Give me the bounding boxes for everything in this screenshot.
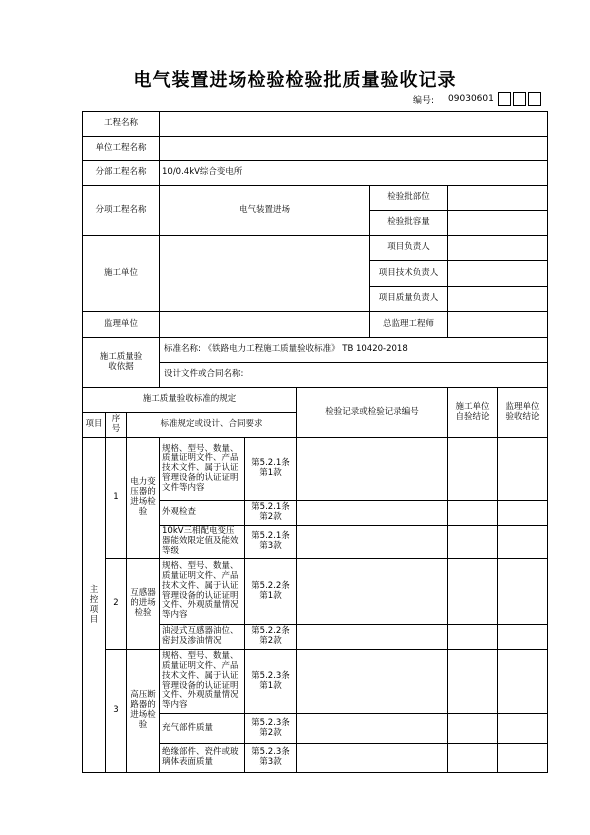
item-clause: 第5.2.1条第3款 — [244, 525, 297, 559]
page-title: 电气装置进场检验检验批质量验收记录 — [133, 70, 457, 91]
quality-manager-label: 项目质量负责人 — [369, 286, 448, 312]
item-desc: 油浸式互感器油位、密封及渗油情况 — [159, 624, 245, 650]
item-desc: 绝缘部件、瓷件或玻璃体表面质量 — [159, 743, 245, 773]
item-clause: 第5.2.3条第3款 — [244, 743, 297, 773]
record-cell[interactable] — [296, 649, 448, 714]
item-clause: 第5.2.3条第1款 — [244, 649, 297, 714]
supervision-unit-field[interactable] — [159, 311, 370, 338]
supervision-unit-label: 监理单位 — [82, 311, 160, 338]
item-clause: 第5.2.2条第2款 — [244, 624, 297, 650]
record-cell[interactable] — [296, 500, 448, 526]
chief-supervisor-label: 总监理工程师 — [369, 311, 448, 338]
project-manager-field[interactable] — [447, 235, 548, 261]
acceptance-cell[interactable] — [497, 437, 548, 501]
acceptance-cell[interactable] — [497, 500, 548, 526]
project-name-field[interactable] — [159, 111, 548, 137]
item-desc: 充气部件质量 — [159, 713, 245, 744]
item-desc: 10kV三相配电变压器能效限定值及能效等级 — [159, 525, 245, 559]
self-check-cell[interactable] — [447, 713, 498, 744]
acceptance-cell[interactable] — [497, 525, 548, 559]
record-cell[interactable] — [296, 713, 448, 744]
code-number: 09030601 — [448, 94, 494, 104]
form-code — [413, 92, 541, 106]
std-group-header: 施工质量验收标准的规定 — [82, 387, 297, 413]
group-name: 互感器的进场检验 — [126, 558, 160, 650]
acceptance-header: 监理单位验收结论 — [497, 387, 548, 438]
item-clause: 第5.2.2条第1款 — [244, 558, 297, 625]
construction-unit-field[interactable] — [159, 235, 370, 312]
sub-item-label: 分项工程名称 — [82, 185, 160, 236]
basis-doc[interactable]: 设计文件或合同名称: — [159, 362, 548, 388]
item-clause: 第5.2.1条第2款 — [244, 500, 297, 526]
inspect-part-label: 检验批部位 — [369, 185, 448, 211]
group-seq: 3 — [105, 649, 127, 773]
basis-standard: 标准名称: 《铁路电力工程施工质量验收标准》 TB 10420-2018 — [159, 337, 548, 363]
req-header: 标准规定或设计、合同要求 — [126, 412, 297, 438]
inspect-part-field[interactable] — [447, 185, 548, 211]
self-check-cell[interactable] — [447, 525, 498, 559]
group-seq: 2 — [105, 558, 127, 650]
acceptance-cell[interactable] — [497, 624, 548, 650]
self-check-cell[interactable] — [447, 500, 498, 526]
main-control-label: 主控项目 — [82, 437, 106, 773]
self-check-cell[interactable] — [447, 649, 498, 714]
division-field[interactable]: 10/0.4kV综合变电所 — [159, 160, 548, 186]
self-check-cell[interactable] — [447, 437, 498, 501]
division-label: 分部工程名称 — [82, 160, 160, 186]
record-cell[interactable] — [296, 743, 448, 773]
unit-project-field[interactable] — [159, 136, 548, 161]
inspect-qty-field[interactable] — [447, 210, 548, 236]
code-box-1[interactable] — [498, 92, 511, 106]
code-box-3[interactable] — [528, 92, 541, 106]
self-check-cell[interactable] — [447, 624, 498, 650]
item-desc: 规格、型号、数量、质量证明文件、产品技术文件、属于认证管理设备的认证证明文件、外观质量情况等内容 — [159, 558, 245, 625]
tech-manager-label: 项目技术负责人 — [369, 260, 448, 287]
record-cell[interactable] — [296, 558, 448, 625]
acceptance-cell[interactable] — [497, 649, 548, 714]
acceptance-cell[interactable] — [497, 713, 548, 744]
item-desc: 规格、型号、数量、质量证明文件、产品技术文件、属于认证管理设备的认证证明文件、外观质量情况等内容 — [159, 649, 245, 714]
record-cell[interactable] — [296, 437, 448, 501]
project-name-label: 工程名称 — [82, 111, 160, 137]
construction-unit-label: 施工单位 — [82, 235, 160, 312]
item-desc: 规格、型号、数量、质量证明文件、产品技术文件、属于认证管理设备的认证证明文件等内容 — [159, 437, 245, 501]
basis-label: 施工质量验收依据 — [82, 337, 160, 388]
record-header: 检验记录或检验记录编号 — [296, 387, 448, 438]
record-cell[interactable] — [296, 525, 448, 559]
quality-manager-field[interactable] — [447, 286, 548, 312]
self-check-header: 施工单位自验结论 — [447, 387, 498, 438]
seq-header: 序号 — [105, 412, 127, 438]
inspect-qty-label: 检验批容量 — [369, 210, 448, 236]
chief-supervisor-field[interactable] — [447, 311, 548, 338]
self-check-cell[interactable] — [447, 743, 498, 773]
code-box-2[interactable] — [513, 92, 526, 106]
group-name: 电力变压器的进场检验 — [126, 437, 160, 559]
acceptance-cell[interactable] — [497, 558, 548, 625]
item-clause: 第5.2.3条第2款 — [244, 713, 297, 744]
acceptance-cell[interactable] — [497, 743, 548, 773]
project-manager-label: 项目负责人 — [369, 235, 448, 261]
group-name: 高压断路器的进场检验 — [126, 649, 160, 773]
group-seq: 1 — [105, 437, 127, 559]
item-desc: 外观检查 — [159, 500, 245, 526]
item-header: 项目 — [82, 412, 106, 438]
self-check-cell[interactable] — [447, 558, 498, 625]
tech-manager-field[interactable] — [447, 260, 548, 287]
code-label: 编号: — [413, 95, 435, 106]
sub-item-field[interactable]: 电气装置进场 — [159, 185, 370, 236]
unit-project-label: 单位工程名称 — [82, 136, 160, 161]
item-clause: 第5.2.1条第1款 — [244, 437, 297, 501]
record-cell[interactable] — [296, 624, 448, 650]
